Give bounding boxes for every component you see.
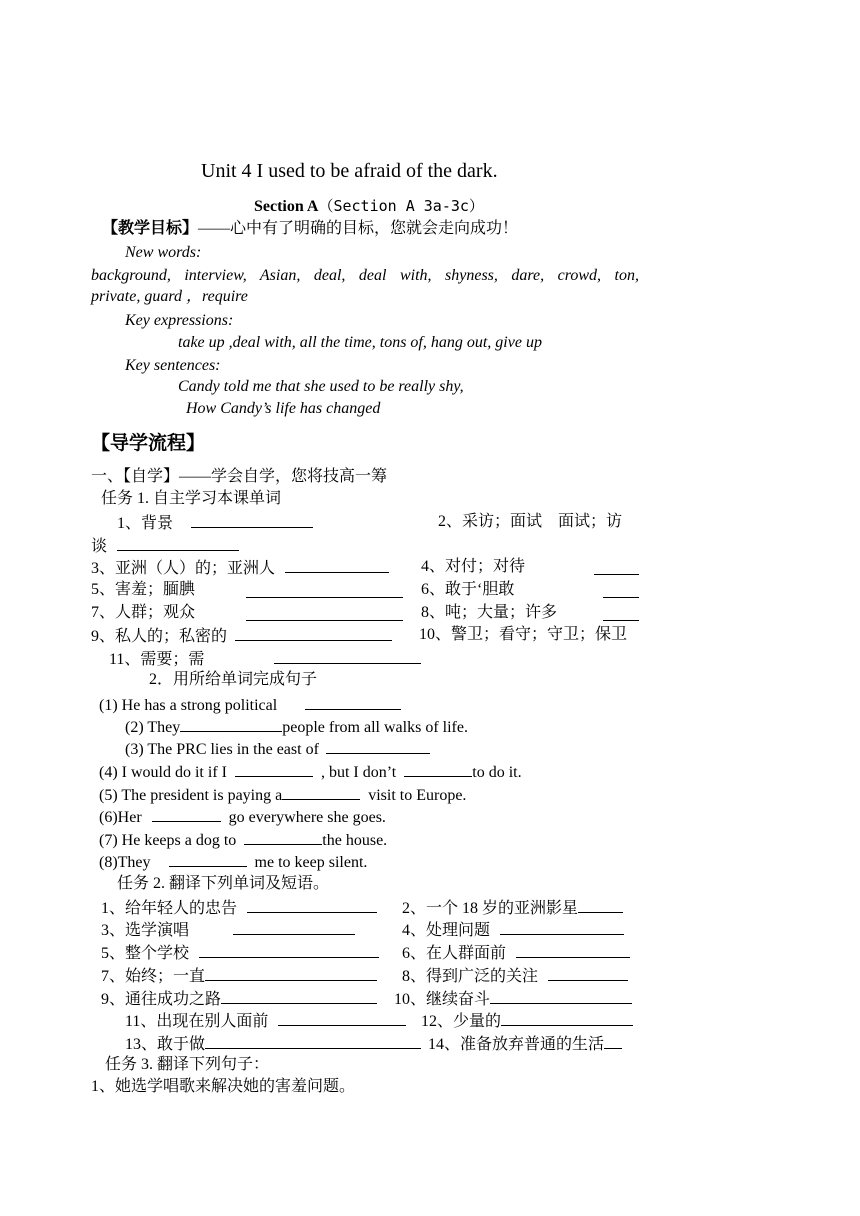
task2-item: 12、少量的 — [421, 1010, 633, 1032]
task3-title: 任务 3. 翻译下列句子： — [105, 1056, 270, 1073]
answer-blank[interactable] — [326, 738, 430, 754]
answer-blank[interactable] — [594, 559, 639, 575]
exercise2-sentence: (3) The PRC lies in the east of — [125, 738, 430, 760]
answer-blank[interactable] — [516, 942, 630, 958]
task1-item: 2、采访；面试 面试；访 — [438, 513, 623, 530]
exercise2-sentence: (6)Her go everywhere she goes. — [99, 806, 386, 828]
task2-item: 5、整个学校 — [101, 942, 379, 964]
answer-blank[interactable] — [246, 605, 403, 621]
answer-blank[interactable] — [180, 716, 282, 732]
answer-blank[interactable] — [199, 942, 379, 958]
task2-item: 14、准备放弃普通的生活 — [428, 1033, 622, 1055]
task1-item: 6、敢于‘胆敢 — [421, 581, 515, 598]
answer-blank[interactable] — [235, 625, 392, 641]
task1-item: 8、吨；大量；许多 — [421, 604, 558, 621]
part1-heading: 一、【自学】——学会自学，您将技高一筹 — [91, 468, 388, 485]
task2-item: 8、得到广泛的关注 — [402, 965, 628, 987]
task2-item: 4、处理问题 — [402, 919, 624, 941]
task1-item: 1、背景 — [117, 512, 313, 534]
task1-item: 7、人群；观众 — [91, 604, 196, 621]
answer-blank[interactable] — [244, 829, 322, 845]
new-words-line1: background, interview, Asian, deal, deal with, shyness, dare, crowd, ton, — [91, 267, 639, 284]
section-heading — [254, 196, 484, 217]
answer-blank[interactable] — [603, 582, 639, 598]
objectives-text: ——心中有了明确的目标，您就会走向成功！ — [198, 220, 519, 237]
answer-blank[interactable] — [233, 919, 355, 935]
answer-blank[interactable] — [404, 761, 472, 777]
task1-item: 4、对付；对待 — [421, 558, 526, 575]
answer-blank[interactable] — [152, 806, 221, 822]
task1-item: 3、亚洲（人）的；亚洲人 — [91, 557, 389, 579]
task1-item: 10、警卫；看守；守卫；保卫 — [419, 626, 628, 643]
answer-blank[interactable] — [191, 512, 313, 528]
exercise2-sentence: (5) The president is paying a visit to Europe. — [99, 784, 466, 806]
task3-sentence: 1、她选学唱歌来解决她的害羞问题。 — [91, 1078, 356, 1095]
answer-blank[interactable] — [548, 965, 628, 981]
answer-blank[interactable] — [117, 535, 239, 551]
answer-blank[interactable] — [285, 557, 389, 573]
task2-title: 任务 2. 翻译下列单词及短语。 — [117, 875, 330, 892]
task2-item: 9、通往成功之路 — [101, 988, 377, 1010]
answer-blank[interactable] — [247, 897, 377, 913]
task1-title: 任务 1. 自主学习本课单词 — [101, 490, 282, 507]
exercise2-title: 2．用所给单词完成句子 — [149, 671, 318, 688]
task1-item: 5、害羞；腼腆 — [91, 581, 196, 598]
answer-blank[interactable] — [246, 582, 403, 598]
answer-blank[interactable] — [490, 988, 632, 1004]
task2-item: 13、敢于做 — [125, 1033, 421, 1055]
answer-blank[interactable] — [578, 897, 623, 913]
answer-blank[interactable] — [603, 605, 639, 621]
task2-item: 1、给年轻人的忠告 — [101, 897, 377, 919]
new-words-label: New words: — [125, 244, 202, 261]
section-range: （Section A 3a-3c） — [318, 197, 484, 215]
task2-item: 6、在人群面前 — [402, 942, 630, 964]
answer-blank[interactable] — [205, 1033, 421, 1049]
key-sentence-1: Candy told me that she used to be really shy, — [178, 378, 464, 395]
section-label: Section A — [254, 198, 319, 215]
task2-item: 11、出现在别人面前 — [125, 1010, 406, 1032]
exercise2-sentence: (8)They me to keep silent. — [99, 851, 367, 873]
task2-item: 3、选学演唱 — [101, 919, 355, 941]
task1-item: 谈 — [91, 535, 239, 557]
key-expressions-text: take up ,deal with, all the time, tons of, hang out, give up — [178, 334, 542, 351]
objectives-line — [102, 219, 518, 239]
answer-blank[interactable] — [501, 1010, 633, 1026]
answer-blank[interactable] — [282, 784, 360, 800]
flow-heading: 【导学流程】 — [91, 432, 206, 454]
key-sentence-2: How Candy’s life has changed — [186, 400, 381, 417]
answer-blank[interactable] — [221, 988, 377, 1004]
answer-blank[interactable] — [205, 965, 377, 981]
exercise2-sentence: (7) He keeps a dog to the house. — [99, 829, 387, 851]
task2-item: 7、始终；一直 — [101, 965, 377, 987]
key-expressions-label: Key expressions: — [125, 312, 234, 329]
task1-item: 11、需要；需 — [109, 648, 421, 670]
answer-blank[interactable] — [604, 1033, 622, 1049]
new-words-line2: private, guard ，require — [91, 288, 248, 305]
answer-blank[interactable] — [274, 648, 421, 664]
answer-blank[interactable] — [278, 1010, 406, 1026]
exercise2-sentence: (1) He has a strong political — [99, 694, 401, 716]
task2-item: 2、一个 18 岁的亚洲影星 — [402, 897, 623, 919]
answer-blank[interactable] — [500, 919, 624, 935]
answer-blank[interactable] — [305, 694, 401, 710]
exercise2-sentence: (2) They people from all walks of life. — [125, 716, 468, 738]
exercise2-sentence: (4) I would do it if I , but I don’t to do it. — [99, 761, 522, 783]
answer-blank[interactable] — [235, 761, 313, 777]
page-title: Unit 4 I used to be afraid of the dark. — [201, 160, 498, 182]
task2-item: 10、继续奋斗 — [394, 988, 632, 1010]
answer-blank[interactable] — [169, 851, 247, 867]
objectives-label: 【教学目标】 — [102, 220, 199, 237]
key-sentences-label: Key sentences: — [125, 357, 221, 374]
task1-item: 9、私人的；私密的 — [91, 625, 392, 647]
